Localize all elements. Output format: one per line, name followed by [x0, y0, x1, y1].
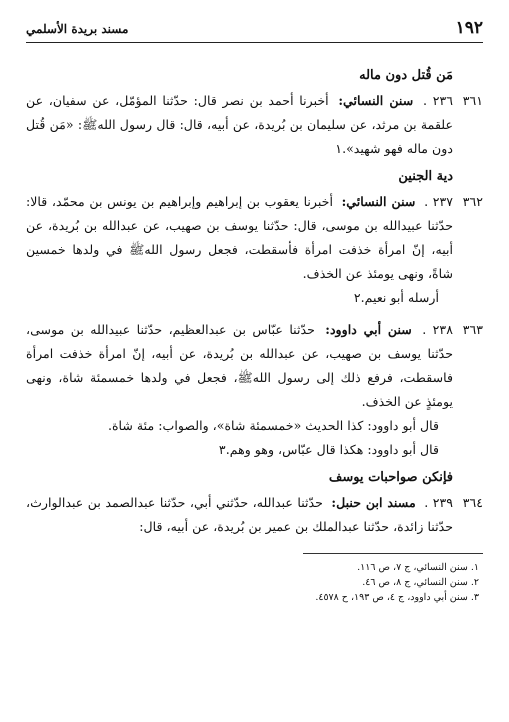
footnote-divider	[303, 553, 483, 554]
hadith-number: ٣٦٤	[462, 495, 483, 510]
page-number: ١٩٢	[455, 18, 483, 38]
item-number: ٢٣٩ .	[424, 495, 454, 510]
hadith-text	[26, 491, 453, 539]
source-name: سنن النسائي:	[341, 194, 416, 209]
hadith-entry	[26, 89, 483, 161]
hadith-note: قال أبو داوود: كذا الحديث «خمسمئة شاة»، والصواب: مئة شاة.	[107, 418, 439, 433]
item-number: ٢٣٧ .	[424, 194, 453, 209]
hadith-body: حدّثنا عبّاس بن عبدالعظيم، حدّثنا عبيدالله بن موسى، حدّثنا يوسف بن صهيب، عن عبدالله بن بُريدة، عن أبيه، إنّ امرأة خذفت امرأة فاسقطت، فرفع ذلك إلى رسول اللهﷺ، فجعل في ولدها خمسمئة شاة، ونهى يومئذٍ عن الخذف.	[26, 322, 453, 409]
source-name: مسند ابن حنبل:	[331, 495, 416, 510]
hadith-body: حدّثنا عبدالله، حدّثني أبي، حدّثنا عبدالصمد بن عبدالوارث، حدّثنا زائدة، حدّثنا عبدالملك بن عمير بن بُريدة، عن أبيه، قال:	[26, 495, 453, 534]
running-title: مسند بريدة الأسلمي	[26, 22, 129, 36]
hadith-note: قال أبو داوود: هكذا قال عبّاس، وهو وهم.٣	[218, 442, 439, 457]
hadith-text	[26, 318, 453, 462]
hadith-number: ٣٦٢	[462, 194, 483, 209]
item-number: ٢٣٦ .	[422, 93, 453, 108]
section-heading: دية الجنين	[398, 169, 453, 184]
hadith-number: ٣٦٣	[462, 322, 483, 337]
source-name: سنن النسائي:	[338, 93, 414, 108]
page-content	[26, 62, 483, 605]
section-heading: فإنكن صواحبات يوسف	[328, 470, 453, 485]
item-number: ٢٣٨ .	[422, 322, 453, 337]
hadith-note: أرسله أبو نعيم.٢	[353, 290, 439, 305]
hadith-text	[26, 89, 453, 161]
source-name: سنن أبي داوود:	[325, 322, 412, 337]
hadith-number: ٣٦١	[462, 93, 483, 108]
hadith-body: أخبرنا أحمد بن نصر قال: حدّثنا المؤمّل، عن سفيان، عن علقمة بن مرثد، عن سليمان بن بُريدة، عن أبيه، قال: قال رسول اللهﷺ: «مَن قُتل دون ماله فهو شهيد».١	[26, 93, 453, 156]
footnote: ٢. سنن النسائي، ج ٨، ص ٤٦.	[362, 577, 479, 588]
hadith-entry	[26, 190, 483, 310]
hadith-entry	[26, 318, 483, 462]
hadith-body: أخبرنا يعقوب بن إبراهيم وإبراهيم بن يونس بن محمّد، قالا: حدّثنا عبيدالله بن موسى، قال: حدّثنا يوسف بن صهيب، عن عبدالله بن بُريدة، عن أبيه، إنّ امرأة خذفت امرأة فأسقطت، فجعل رسول اللهﷺ في ولدها خمسين شاةً، ونهى يومئذ عن الخذف.	[26, 194, 453, 281]
hadith-entry	[26, 491, 483, 539]
footnotes	[26, 560, 483, 605]
hadith-text	[26, 190, 453, 310]
section-heading: مَن قُتل دون ماله	[359, 68, 453, 83]
footnote: ١. سنن النسائي، ج ٧، ص ١١٦.	[357, 562, 479, 573]
page-header	[26, 20, 483, 43]
footnote: ٣. سنن أبي داوود، ج ٤، ص ١٩٣، ح ٤٥٧٨.	[315, 592, 479, 603]
